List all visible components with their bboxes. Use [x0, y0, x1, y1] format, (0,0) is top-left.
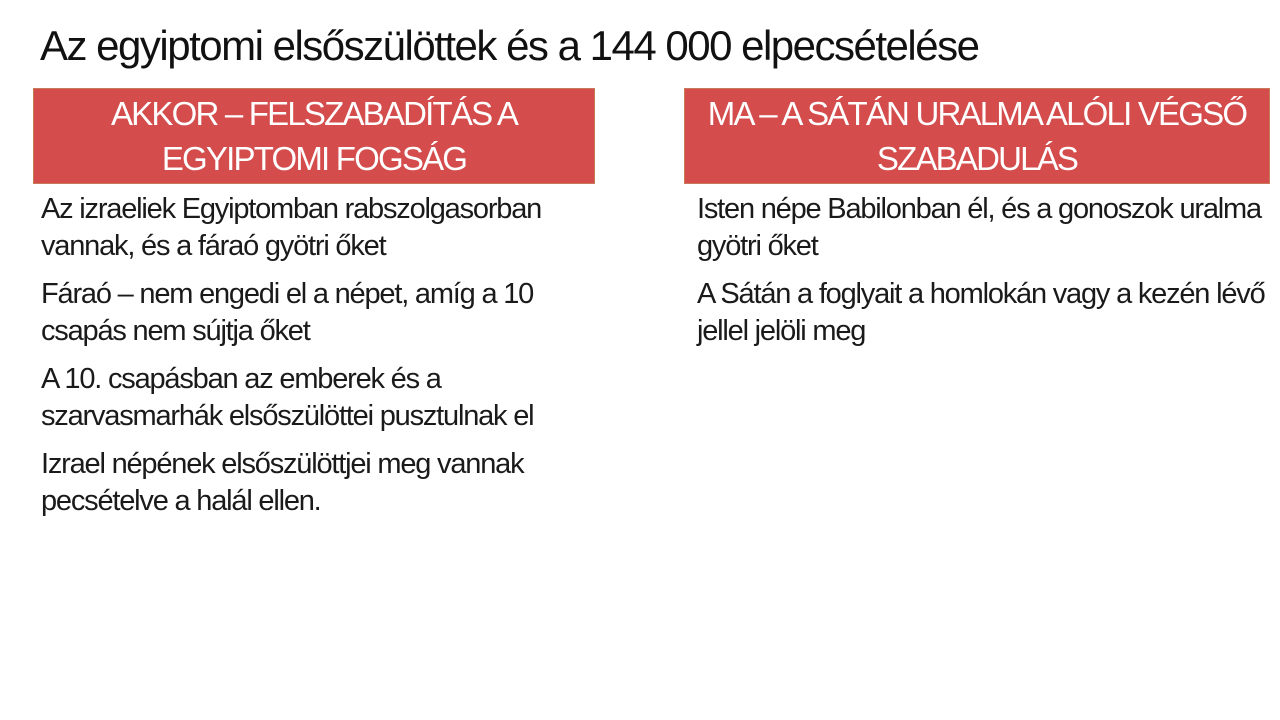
left-bullet-list [33, 191, 595, 520]
left-bullet-item: A 10. csapásban az emberek és a szarvasmarhák elsőszülöttei pusztulnak el [41, 363, 534, 432]
left-column-header: AKKOR – FELSZABADÍTÁS A EGYIPTOMI FOGSÁG [33, 88, 595, 184]
left-column [33, 88, 595, 531]
right-bullet-item: A Sátán a foglyait a homlokán vagy a kezén lévő jellel jelöli meg [697, 278, 1265, 347]
left-bullet-item: Fáraó – nem engedi el a népet, amíg a 10 csapás nem sújtja őket [41, 278, 534, 347]
left-bullet-item: Az izraeliek Egyiptomban rabszolgasorban vannak, és a fáraó gyötri őket [41, 193, 542, 262]
left-bullet-item: Izrael népének elsőszülöttjei meg vannak pecsételve a halál ellen. [41, 448, 524, 517]
right-column-header: MA – A SÁTÁN URALMA ALÓLI VÉGSŐ SZABADULÁS [684, 88, 1270, 184]
right-bullet-list [684, 191, 1270, 350]
right-bullet-item: Isten népe Babilonban él, és a gonoszok uralma gyötri őket [697, 193, 1261, 262]
right-column [684, 88, 1270, 361]
slide-title: Az egyiptomi elsőszülöttek és a 144 000 elpecsételése [40, 22, 979, 69]
